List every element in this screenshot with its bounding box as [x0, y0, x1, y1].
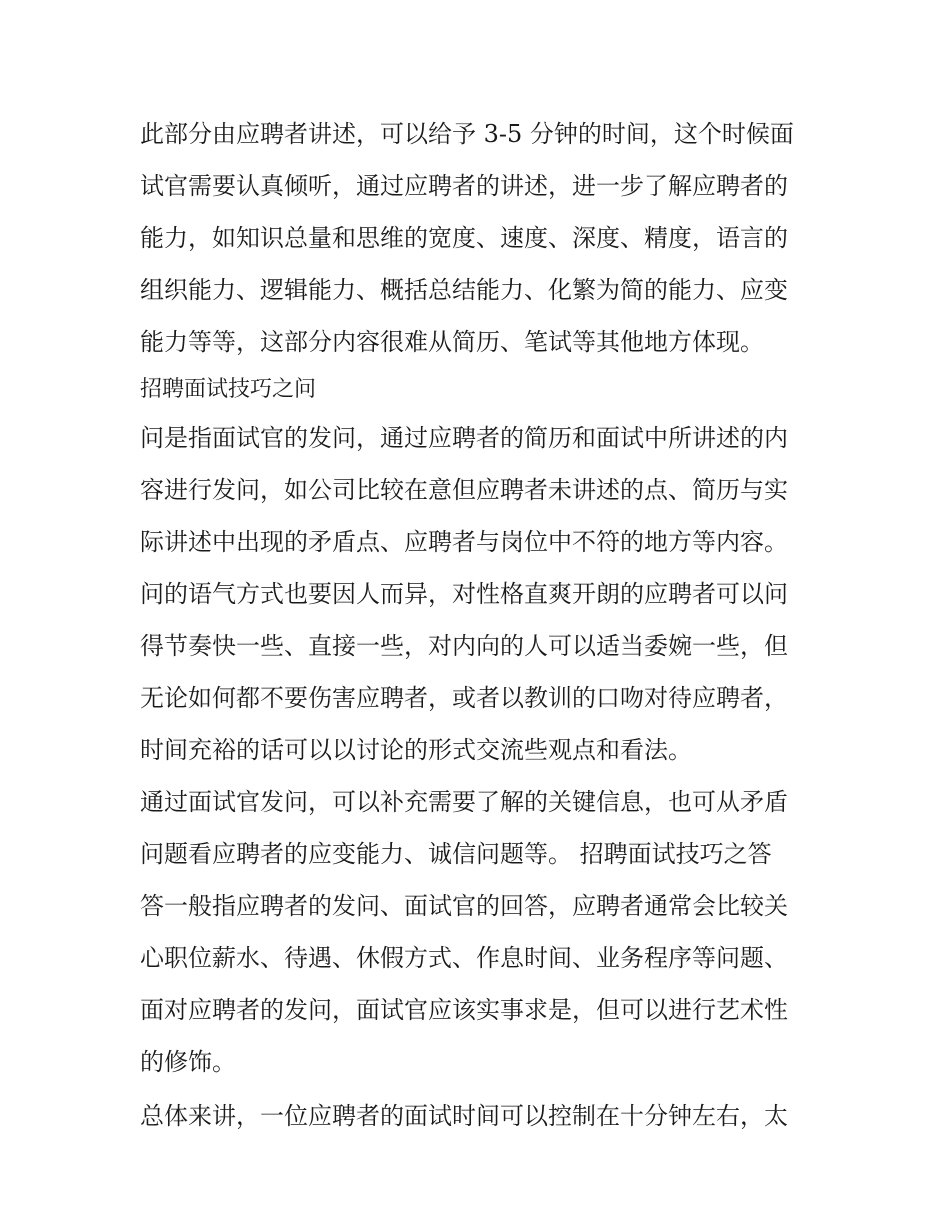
paragraph-1: [140, 108, 812, 368]
text-line: 总体来讲，一位应聘者的面试时间可以控制在十分钟左右，太: [140, 1102, 788, 1130]
paragraph-3: [140, 568, 812, 776]
text-line: 通过面试官发问，可以补充需要了解的关键信息，也可从矛盾: [140, 788, 788, 816]
document-body: [140, 108, 812, 1142]
text-line: 此部分由应聘者讲述，可以给予 3-5 分钟的时间，这个时候面: [140, 120, 794, 148]
paragraph-4: [140, 776, 812, 1088]
text-line: 问是指面试官的发问，通过应聘者的简历和面试中所讲述的内: [140, 424, 788, 452]
text-line: 无论如何都不要伤害应聘者，或者以教训的口吻对待应聘者，: [140, 684, 788, 712]
text-line: 心职位薪水、待遇、休假方式、作息时间、业务程序等问题、: [140, 944, 788, 972]
paragraph-2: [140, 412, 812, 568]
text-line: 组织能力、逻辑能力、概括总结能力、化繁为简的能力、应变: [140, 276, 788, 304]
text-line: 时间充裕的话可以以讨论的形式交流些观点和看法。: [140, 736, 692, 764]
text-line: 答一般指应聘者的发问、面试官的回答，应聘者通常会比较关: [140, 892, 788, 920]
text-line: 面对应聘者的发问，面试官应该实事求是，但可以进行艺术性: [140, 996, 788, 1024]
text-line: 问的语气方式也要因人而异，对性格直爽开朗的应聘者可以问: [140, 580, 788, 608]
text-line: 试官需要认真倾听，通过应聘者的讲述，进一步了解应聘者的: [140, 172, 788, 200]
text-line: 得节奏快一些、直接一些，对内向的人可以适当委婉一些，但: [140, 632, 788, 660]
paragraph-5: [140, 1090, 812, 1142]
text-line: 能力，如知识总量和思维的宽度、速度、深度、精度，语言的: [140, 224, 788, 252]
text-line: 能力等等，这部分内容很难从简历、笔试等其他地方体现。: [140, 328, 764, 356]
text-line: 容进行发问，如公司比较在意但应聘者未讲述的点、简历与实: [140, 476, 788, 504]
section-heading: 招聘面试技巧之问: [140, 377, 317, 402]
text-line: 际讲述中出现的矛盾点、应聘者与岗位中不符的地方等内容。: [140, 528, 788, 556]
text-line: 问题看应聘者的应变能力、诚信问题等。 招聘面试技巧之答: [140, 840, 772, 868]
text-line: 的修饰。: [140, 1048, 236, 1076]
